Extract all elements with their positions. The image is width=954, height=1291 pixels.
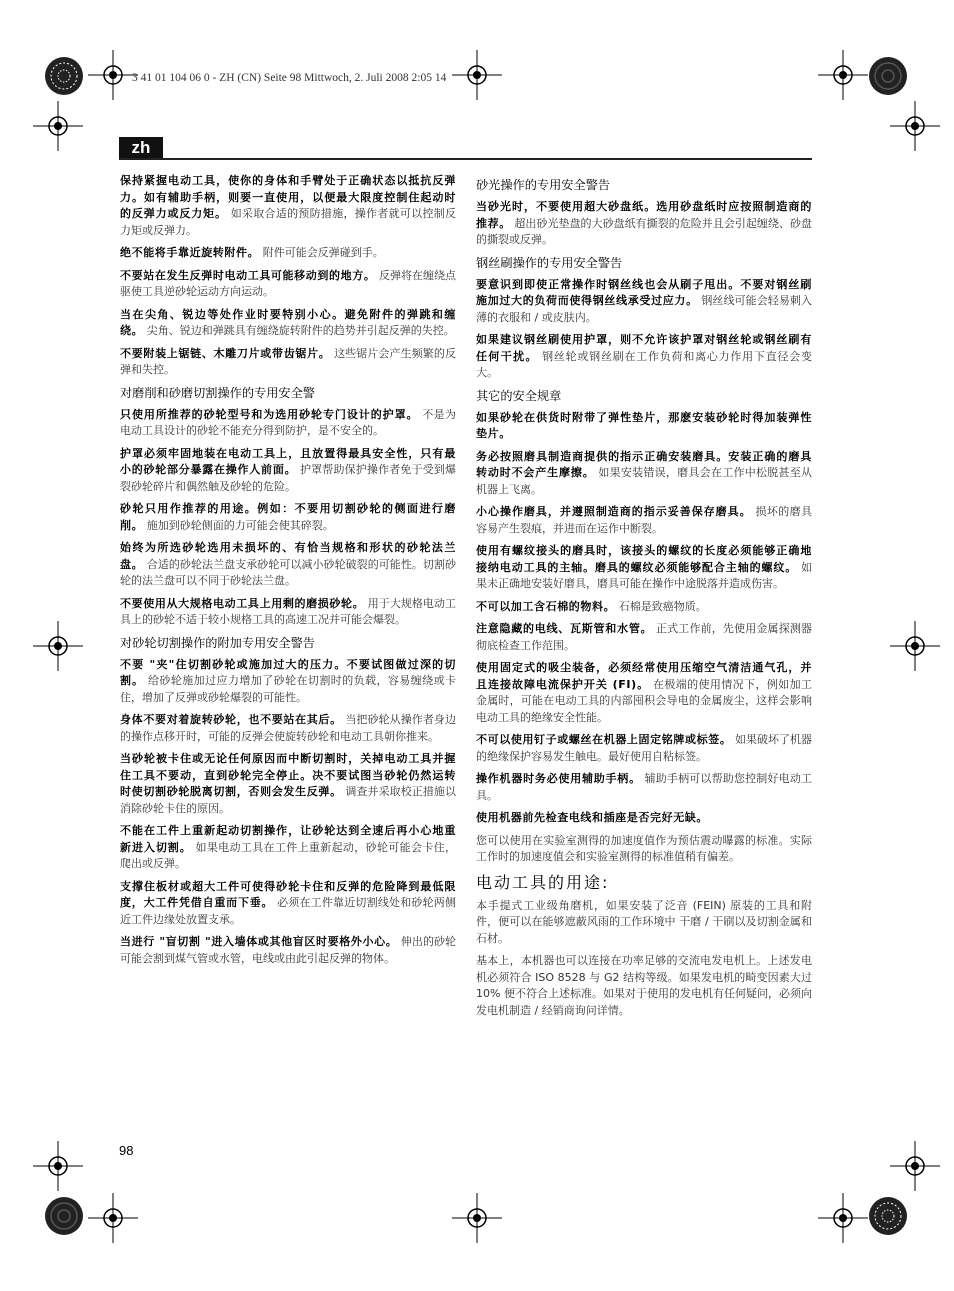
- explanation-text: 基本上，本机器也可以连接在功率足够的交流电发电机上。上述发电机必须符合 ISO 8528 与 G2 结构等级。如果发电机的畸变因素大过 10% 便不符合上述标准。如果对于使用的发电机有任何疑问，必须向发电机制造 / 经销商询问详情。: [476, 954, 812, 1017]
- paragraph: [476, 621, 812, 654]
- explanation-text: 损坏的磨具容易产生裂痕，并进而在运作中断裂。: [476, 505, 812, 535]
- paragraph: [120, 346, 456, 379]
- warning-bold-text: 使用机器前先检查电线和插座是否完好无缺。: [476, 811, 708, 824]
- registration-target-icon: [33, 1141, 83, 1191]
- left-column: [120, 173, 456, 973]
- paragraph: [120, 307, 456, 340]
- paragraph: [120, 751, 456, 817]
- paragraph: [476, 833, 812, 866]
- paragraph: [476, 332, 812, 382]
- explanation-text: 伸出的砂轮可能会割到煤气管或水管，电线或由此引起反弹的物体。: [120, 935, 457, 965]
- registration-target-icon: [33, 101, 83, 151]
- explanation-text: 正式工作前，先使用金属探测器彻底检查工作范围。: [476, 622, 813, 652]
- paragraph: [120, 657, 456, 707]
- explanation-text: 调查并采取校正措施以消除砂轮卡住的原因。: [120, 785, 457, 815]
- warning-bold-text: 不要 "夹"住切割砂轮或施加过大的压力。不要试图做过深的切割。: [120, 657, 456, 687]
- paragraph: [476, 543, 812, 593]
- print-slug: 3 41 01 104 06 0 - ZH (CN) Seite 98 Mittwoch, 2. Juli 2008 2:05 14: [132, 72, 447, 84]
- warning-bold-text: 不可以使用钉子或螺丝在机器上固定铭牌或标签。: [476, 733, 732, 746]
- paragraph: [120, 934, 456, 967]
- explanation-text: 如果未正确地安装好磨具，磨具可能在操作中途脱落并造成伤害。: [476, 560, 812, 590]
- warning-bold-text: 砂轮只用作推荐的用途。例如：不要用切割砂轮的侧面进行磨削。: [120, 502, 456, 532]
- warning-bold-text: 不要站在发生反弹时电动工具可能移动到的地方。: [120, 268, 376, 282]
- warning-bold-text: 不能在工件上重新起动切割操作，让砂轮达到全速后再小心地重新进入切割。: [120, 824, 456, 854]
- explanation-text: 钢丝轮或钢丝刷在工作负荷和离心力作用下直径会变大。: [476, 349, 813, 379]
- warning-bold-text: 当进行 "盲切割 "进入墙体或其他盲区时要格外小心。: [120, 935, 398, 948]
- warning-bold-text: 如果建议钢丝刷使用护罩，则不允许该护罩对钢丝轮或钢丝刷有任何干扰。: [476, 333, 812, 363]
- warning-bold-text: 只使用所推荐的砂轮型号和为选用砂轮专门设计的护罩。: [120, 407, 419, 421]
- paragraph: [476, 410, 812, 443]
- paragraph: [476, 953, 812, 1019]
- registration-target-icon: [88, 50, 138, 100]
- paragraph: [476, 599, 812, 616]
- explanation-text: 附件可能会反弹碰到手。: [262, 246, 384, 259]
- warning-bold-text: 不可以加工含石棉的物料。: [476, 599, 616, 613]
- explanation-text: 钢丝线可能会轻易刺入薄的衣服和 / 或皮肤内。: [476, 294, 813, 324]
- registration-target-icon: [88, 1193, 138, 1243]
- page-number: 98: [119, 1143, 134, 1158]
- paragraph: [476, 277, 812, 327]
- warning-bold-text: 务必按照磨具制造商提供的指示正确安装磨具。安装正确的磨具转动时不会产生摩擦。: [476, 449, 812, 479]
- paragraph: [120, 268, 456, 301]
- section-heading: 其它的安全规章: [476, 388, 562, 403]
- explanation-text: 护罩帮助保护操作者免于受到爆裂砂轮碎片和偶然触及砂轮的危险。: [120, 463, 457, 493]
- section-heading: 对磨削和砂磨切割操作的专用安全警: [120, 385, 315, 400]
- warning-bold-text: 操作机器时务必使用辅助手柄。: [476, 772, 641, 785]
- paragraph: [476, 199, 812, 249]
- registration-target-icon: [818, 50, 868, 100]
- paragraph: [120, 245, 456, 262]
- explanation-text: 必须在工件靠近切割线处和砂轮两侧近工件边缘处放置支承。: [120, 896, 457, 926]
- warning-bold-text: 使用固定式的吸尘装备，必须经常使用压缩空气清洁通气孔，并且连接故障电流保护开关 (FI)。: [476, 661, 812, 691]
- warning-bold-text: 如果砂轮在供货时附带了弹性垫片，那麽安装砂轮时得加装弹性垫片。: [476, 410, 812, 440]
- explanation-text: 如果破坏了机器的绝缘保护容易发生触电。最好使用自粘标签。: [476, 733, 813, 763]
- paragraph: [120, 173, 456, 239]
- warning-bold-text: 始终为所选砂轮选用未损坏的、有恰当规格和形状的砂轮法兰盘。: [120, 541, 456, 571]
- language-tab: zh: [119, 137, 163, 159]
- explanation-text: 用于大规格电动工具上的砂轮不适于较小规格工具的高速工况并可能会爆裂。: [120, 596, 456, 626]
- warning-bold-text: 身体不要对着旋转砂轮，也不要站在其后。: [120, 713, 342, 726]
- paragraph: [476, 504, 812, 537]
- explanation-text: 合适的砂轮法兰盘支承砂轮可以减小砂轮破裂的可能性。切割砂轮的法兰盘可以不同于砂轮法兰盘。: [120, 557, 457, 587]
- warning-bold-text: 小心操作磨具，并遵照制造商的指示妥善保存磨具。: [476, 505, 752, 518]
- warning-bold-text: 当在尖角、锐边等处作业时要特别小心。避免附件的弹跳和缠绕。: [120, 307, 456, 337]
- paragraph: [476, 810, 812, 827]
- warning-bold-text: 不要使用从大规格电动工具上用剩的磨损砂轮。: [120, 596, 365, 610]
- explanation-text: 辅助手柄可以帮助您控制好电动工具。: [476, 772, 813, 802]
- registration-target-icon: [452, 50, 502, 100]
- explanation-text: 在极端的使用情况下，例如加工金属时，可能在电动工具的内部囤积会导电的金属废尘，这样会影响电动工具的绝缘安全性能。: [476, 677, 812, 724]
- warning-bold-text: 不要附装上锯链、木雕刀片或带齿锯片。: [120, 346, 331, 360]
- registration-target-icon: [890, 1141, 940, 1191]
- explanation-text: 如果安装错误，磨具会在工作中松脱甚至从机器上飞离。: [476, 466, 813, 496]
- paragraph: [120, 823, 456, 873]
- explanation-text: 给砂轮施加过应力增加了砂轮在切割时的负载，容易缠绕或卡住，增加了反弹或砂轮爆裂的可能性。: [120, 674, 457, 704]
- explanation-text: 本手提式工业级角磨机，如果安装了泛音 (FEIN) 原装的工具和附件，便可以在能够遮蔽风雨的工作环境中 干磨 / 干刷以及切割金属和石材。: [476, 898, 812, 945]
- registration-target-icon: [890, 101, 940, 151]
- paragraph: [120, 879, 456, 929]
- paragraph: [476, 449, 812, 499]
- starburst-target-icon: [868, 1196, 908, 1236]
- paragraph: [476, 771, 812, 804]
- starburst-target-icon: [44, 56, 84, 96]
- registration-target-icon: [33, 621, 83, 671]
- section-heading: 对砂轮切割操作的附加专用安全警告: [120, 635, 315, 650]
- registration-target-icon: [452, 1193, 502, 1243]
- warning-bold-text: 当砂光时，不要使用超大砂盘纸。选用砂盘纸时应按照制造商的推荐。: [476, 200, 812, 230]
- paragraph: [120, 407, 456, 440]
- paragraph: [476, 898, 812, 948]
- explanation-text: 尖角、锐边和弹跳具有缠绕旋转附件的趋势并引起反弹的失控。: [146, 324, 455, 337]
- warning-bold-text: 保持紧握电动工具，使你的身体和手臂处于正确状态以抵抗反弹力。如有辅助手柄，则要一直使用，以便最大限度控制住起动时的反弹力或反力矩。: [120, 174, 456, 220]
- registration-target-icon: [818, 1193, 868, 1243]
- explanation-text: 超出砂光垫盘的大砂盘纸有撕裂的危险并且会引起缠绕、砂盘的撕裂或反弹。: [476, 216, 813, 246]
- explanation-text: 当把砂轮从操作者身边的操作点移开时，可能的反弹会使旋转砂轮和电动工具朝你推来。: [120, 713, 457, 743]
- right-column: [476, 173, 812, 1025]
- warning-bold-text: 注意隐藏的电线、瓦斯管和水管。: [476, 622, 653, 635]
- warning-bold-text: 使用有螺纹接头的磨具时，该接头的螺纹的长度必须能够正确地接纳电动工具的主轴。磨具的螺纹必须能够配合主轴的螺纹。: [476, 544, 812, 574]
- paragraph: [120, 540, 456, 590]
- warning-bold-text: 护罩必须牢固地装在电动工具上，且放置得最具安全性，只有最小的砂轮部分暴露在操作人前面。: [120, 446, 456, 476]
- paragraph: [120, 501, 456, 534]
- explanation-text: 石棉是致癌物质。: [618, 599, 707, 613]
- starburst-target-icon: [868, 56, 908, 96]
- warning-bold-text: 绝不能将手靠近旋转附件。: [120, 246, 260, 259]
- section-heading: 砂光操作的专用安全警告: [476, 178, 611, 192]
- explanation-text: 如采取合适的预防措施，操作者就可以控制反力矩或反弹力。: [120, 207, 457, 237]
- major-heading: 电动工具的用途:: [476, 872, 610, 892]
- header-rule: [119, 158, 812, 160]
- explanation-text: 反弹将在缠绕点驱使工具逆砂轮运动方向运动。: [120, 268, 457, 298]
- warning-bold-text: 当砂轮被卡住或无论任何原因而中断切割时，关掉电动工具并握住工具不要动，直到砂轮完全停止。决不要试图当砂轮仍然运转时使切割砂轮脱离切割，否则会发生反弹。: [120, 752, 456, 798]
- warning-bold-text: 要意识到即使正常操作时钢丝线也会从刷子甩出。不要对钢丝刷施加过大的负荷而使得钢丝线承受过应力。: [476, 277, 812, 307]
- paragraph: [120, 712, 456, 745]
- paragraph: [120, 446, 456, 496]
- explanation-text: 您可以使用在实验室测得的加速度值作为预估震动曝露的标准。实际工作时的加速度值会和实验室测得的标准值稍有偏差。: [476, 833, 812, 863]
- warning-bold-text: 支撑住板材或超大工件可使得砂轮卡住和反弹的危险降到最低限度，大工件凭借自重而下垂。: [120, 879, 456, 909]
- explanation-text: 施加到砂轮侧面的力可能会使其碎裂。: [146, 518, 334, 532]
- paragraph: [120, 596, 456, 629]
- explanation-text: 这些锯片会产生频繁的反弹和失控。: [120, 346, 456, 376]
- paragraph: [476, 660, 812, 726]
- starburst-target-icon: [44, 1196, 84, 1236]
- explanation-text: 如果电动工具在工件上重新起动，砂轮可能会卡住，爬出或反弹。: [120, 840, 457, 870]
- explanation-text: 不是为电动工具设计的砂轮不能充分得到防护，是不安全的。: [120, 407, 457, 437]
- section-heading: 钢丝刷操作的专用安全警告: [476, 255, 623, 270]
- paragraph: [476, 732, 812, 765]
- registration-target-icon: [890, 621, 940, 671]
